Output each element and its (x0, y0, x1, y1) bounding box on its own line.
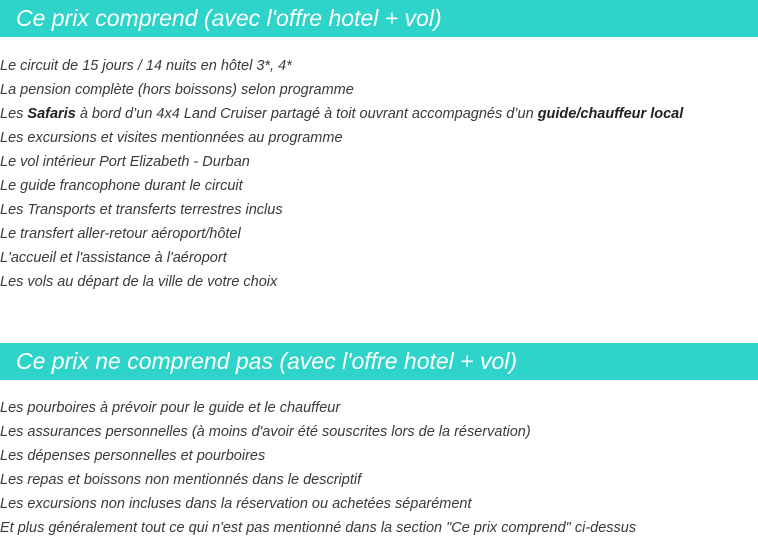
excluded-section-title: Ce prix ne comprend pas (avec l'offre hotel + vol) (0, 343, 758, 380)
included-section-title: Ce prix comprend (avec l'offre hotel + vol) (0, 0, 758, 37)
list-item: Les pourboires à prévoir pour le guide et le chauffeur (0, 400, 341, 416)
list-item: Les excursions non incluses dans la réservation ou achetées séparément (0, 496, 472, 512)
list-item: Les excursions et visites mentionnées au programme (0, 130, 343, 146)
list-item: Le guide francophone durant le circuit (0, 178, 243, 194)
list-item: Les assurances personnelles (à moins d'avoir été souscrites lors de la réservation) (0, 424, 531, 440)
list-item: Le circuit de 15 jours / 14 nuits en hôtel 3*, 4* (0, 58, 292, 74)
list-item: Les vols au départ de la ville de votre choix (0, 274, 278, 290)
list-item: L'accueil et l'assistance à l'aéroport (0, 250, 227, 266)
list-item: Les repas et boissons non mentionnés dans le descriptif (0, 472, 362, 488)
excluded-list (0, 396, 636, 540)
list-item-bold: Safaris (27, 106, 76, 122)
list-item: Les Transports et transferts terrestres inclus (0, 202, 283, 218)
list-item-text: Les (0, 106, 28, 122)
list-item: Les dépenses personnelles et pourboires (0, 448, 266, 464)
list-item: La pension complète (hors boissons) selon programme (0, 82, 354, 98)
list-item-bold: guide/chauffeur local (537, 106, 684, 122)
list-item: Le transfert aller-retour aéroport/hôtel (0, 226, 241, 242)
list-item: Le vol intérieur Port Elizabeth - Durban (0, 154, 250, 170)
list-item-text: à bord d’un 4x4 Land Cruiser partagé à toit ouvrant accompagnés d’un (75, 106, 538, 122)
included-list (0, 54, 683, 294)
list-item: Et plus généralement tout ce qui n'est pas mentionné dans la section "Ce prix comprend" ci-dessus (0, 520, 637, 536)
list-item (0, 102, 683, 126)
